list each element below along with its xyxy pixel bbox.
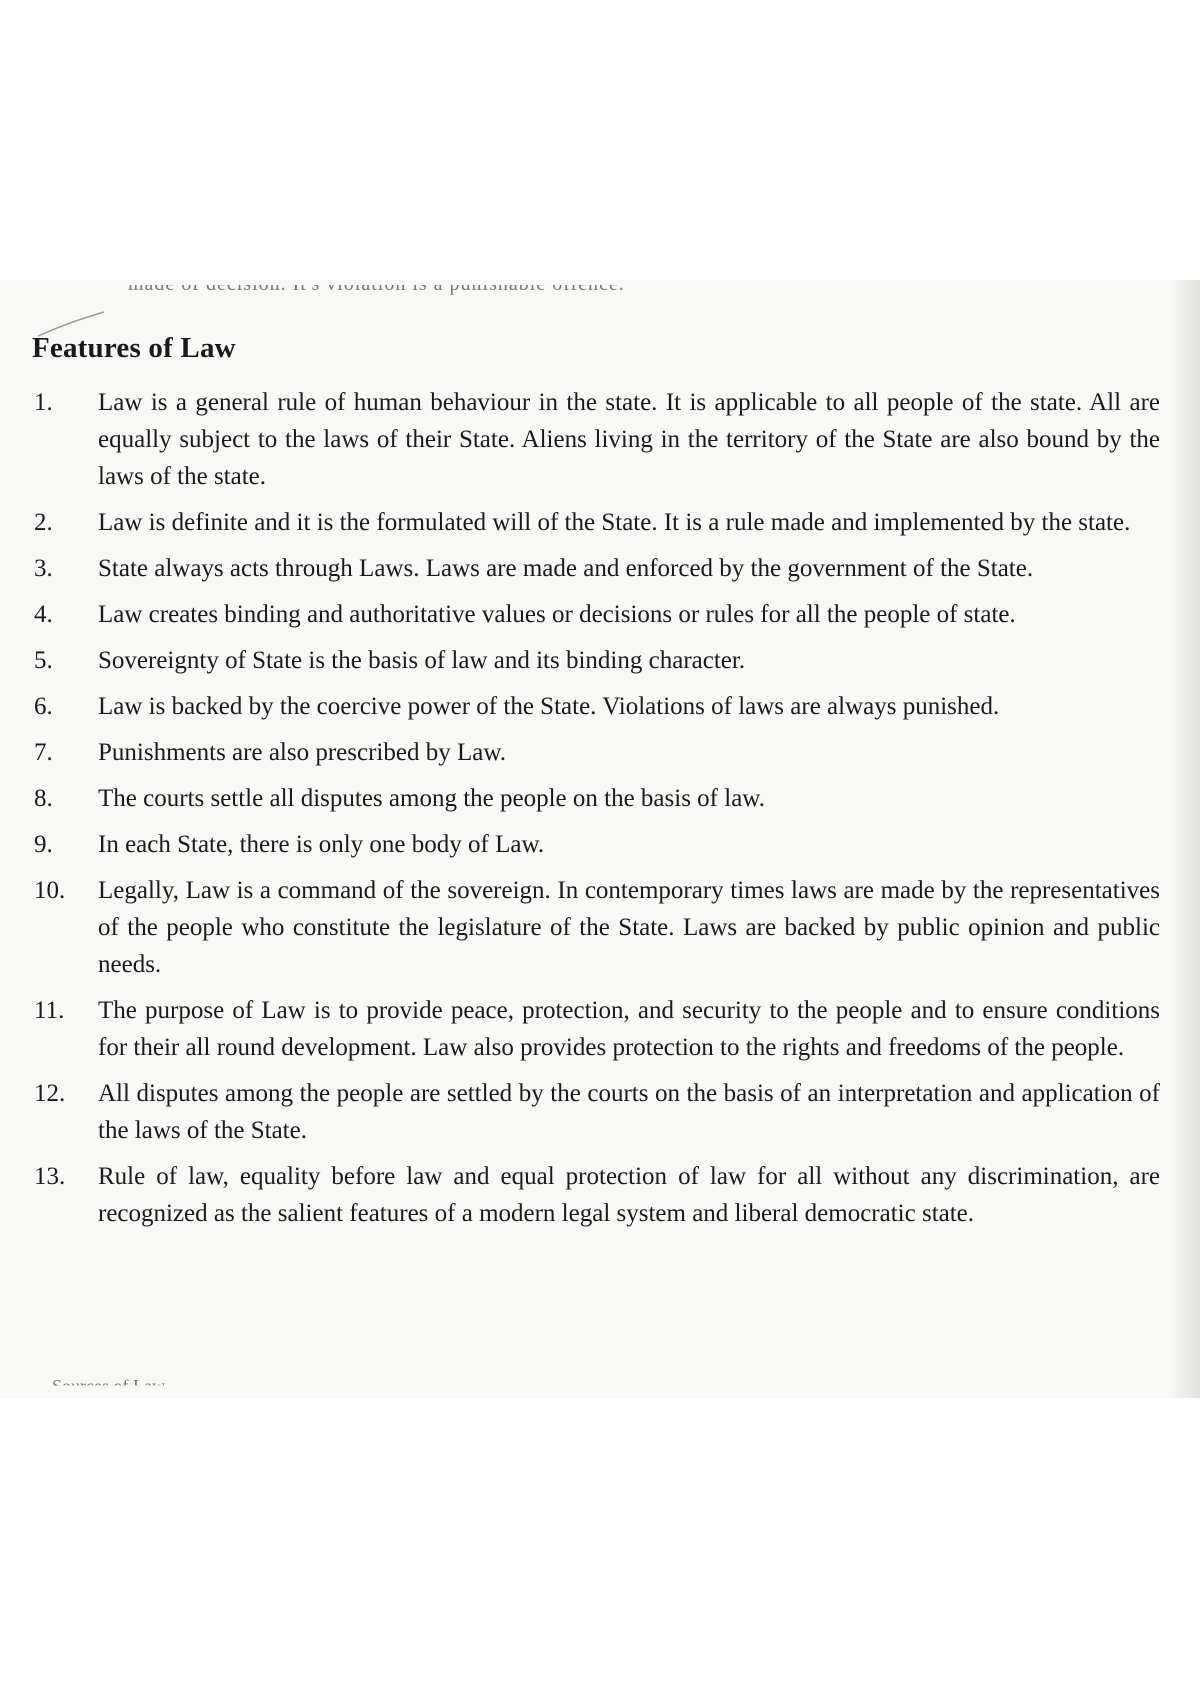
feature-item: [30, 992, 1160, 1066]
feature-number: 3.: [34, 555, 53, 582]
feature-number: 1.: [34, 389, 53, 416]
feature-text: Rule of law, equality before law and equal protection of law for all without any discrimination, are recognized as the salient features of a modern legal system and liberal democratic state.: [98, 1163, 1160, 1227]
feature-number: 13.: [34, 1163, 66, 1190]
feature-number: 4.: [34, 601, 53, 628]
page-edge-shadow: [1170, 280, 1200, 1398]
feature-text: Law is a general rule of human behaviour in the state. It is applicable to all people of the state. All are equally subject to the laws of their State. Aliens living in the territory of the State are also bound by the laws of the state.: [98, 389, 1160, 490]
feature-text: Punishments are also prescribed by Law.: [98, 739, 506, 766]
feature-number: 8.: [34, 785, 53, 812]
feature-text: Law creates binding and authoritative values or decisions or rules for all the people of state.: [98, 601, 1016, 628]
feature-item: [30, 734, 1160, 771]
feature-text: In each State, there is only one body of Law.: [98, 831, 545, 858]
feature-item: [30, 826, 1160, 863]
feature-number: 11.: [34, 997, 65, 1024]
feature-number: 6.: [34, 693, 53, 720]
feature-number: 12.: [34, 1080, 66, 1107]
feature-text: State always acts through Laws. Laws are made and enforced by the government of the State.: [98, 555, 1034, 582]
feature-item: [30, 688, 1160, 725]
feature-text: The purpose of Law is to provide peace, protection, and security to the people and to ensure conditions for their all round development. Law also provides protection to the rights and freedoms of the people.: [98, 997, 1160, 1061]
feature-text: All disputes among the people are settled by the courts on the basis of an interpretation and application of the laws of the State.: [98, 1080, 1160, 1144]
feature-item: [30, 596, 1160, 633]
feature-item: [30, 872, 1160, 983]
feature-number: 2.: [34, 509, 53, 536]
feature-item: [30, 1075, 1160, 1149]
feature-text: Law is backed by the coercive power of the State. Violations of laws are always punished.: [98, 693, 1000, 720]
feature-item: [30, 504, 1160, 541]
feature-item: [30, 384, 1160, 495]
features-list: [30, 384, 1160, 1241]
feature-text: Legally, Law is a command of the sovereign. In contemporary times laws are made by the representatives of the people who constitute the legislature of the State. Laws are backed by public opinion and public needs.: [98, 877, 1160, 978]
feature-text: The courts settle all disputes among the people on the basis of law.: [98, 785, 765, 812]
feature-text: Sovereignty of State is the basis of law and its binding character.: [98, 647, 746, 674]
feature-number: 7.: [34, 739, 53, 766]
feature-number: 5.: [34, 647, 53, 674]
feature-item: [30, 1158, 1160, 1232]
section-heading: Features of Law: [32, 332, 236, 364]
feature-item: [30, 550, 1160, 587]
feature-text: Law is definite and it is the formulated will of the State. It is a rule made and implemented by the state.: [98, 509, 1131, 536]
feature-item: [30, 780, 1160, 817]
feature-item: [30, 642, 1160, 679]
feature-number: 9.: [34, 831, 53, 858]
feature-number: 10.: [34, 877, 66, 904]
